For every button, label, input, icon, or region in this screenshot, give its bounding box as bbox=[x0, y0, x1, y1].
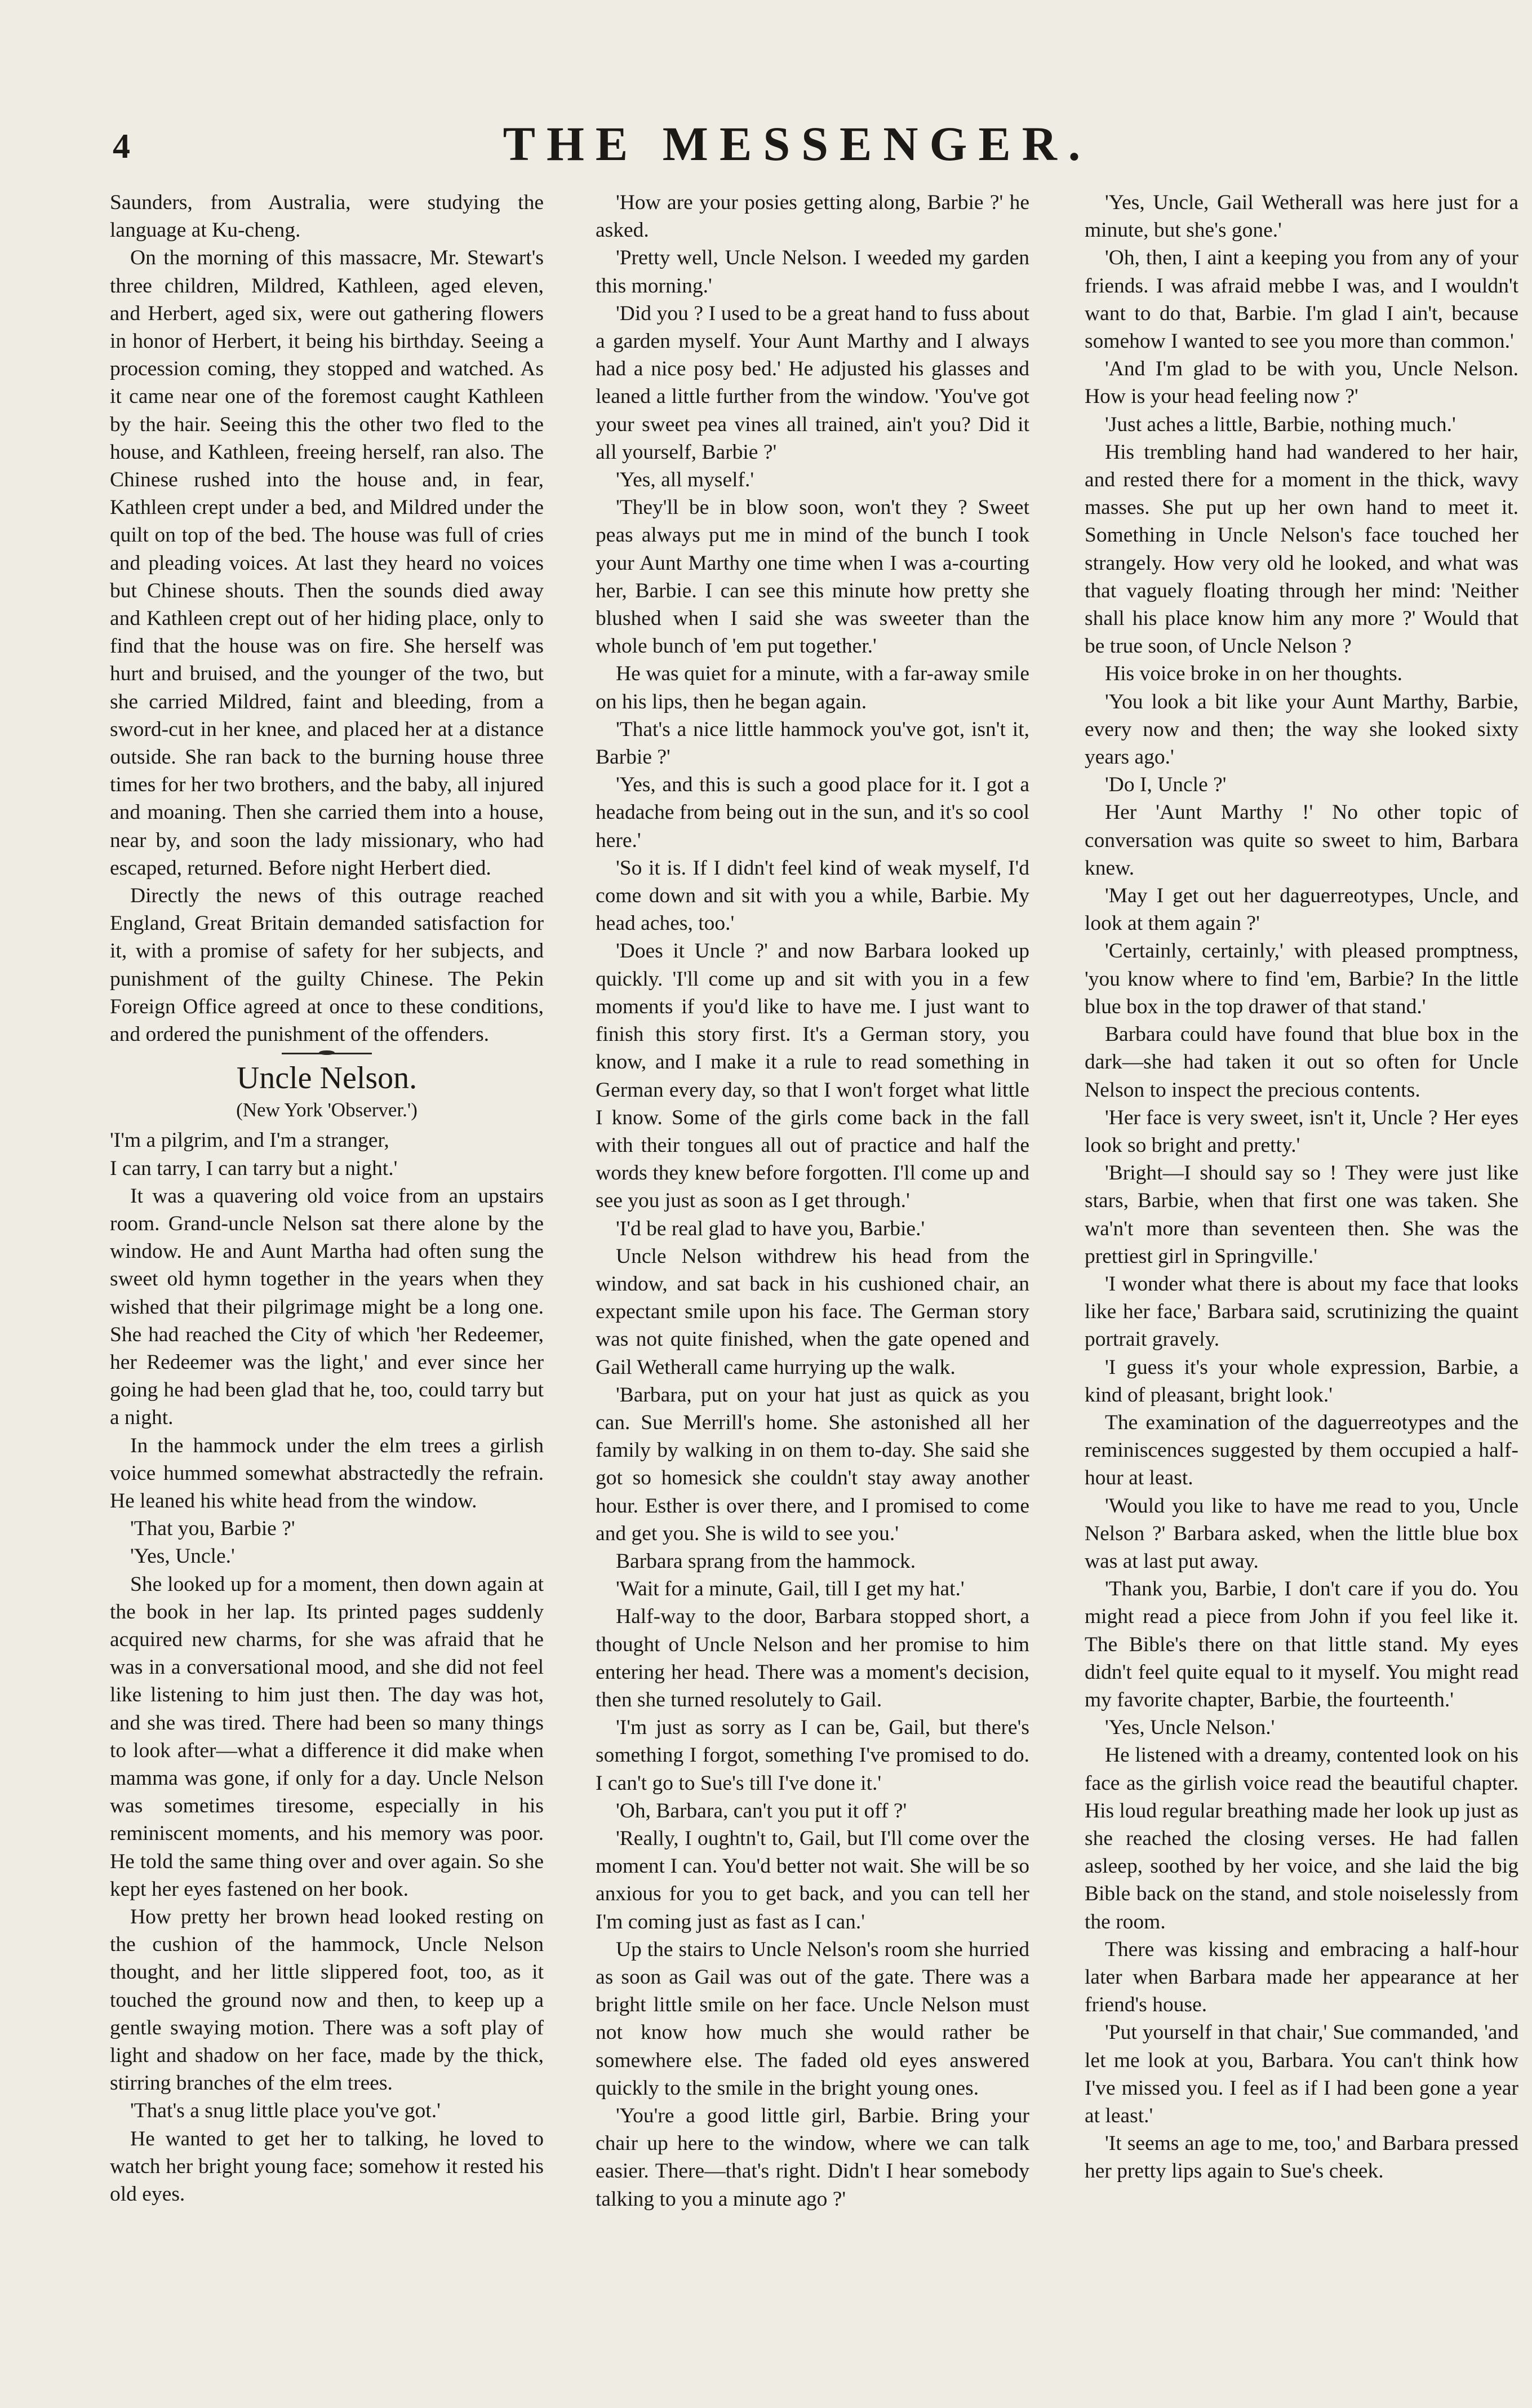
paragraph: He listened with a dreamy, contented look on his face as the girlish voice read the beautiful chapter. His loud regular breathing made her look up just as she reached the closing verses. He had fallen asleep, soothed by her voice, and she laid the big Bible back on the stand, and stole noiselessly from the room. bbox=[1085, 1744, 1518, 1934]
paragraph: The examination of the daguerreotypes and the reminiscences suggested by them occupied a half-hour at least. bbox=[1085, 1411, 1518, 1490]
paragraph: 'I'm just as sorry as I can be, Gail, but there's something I forgot, something I've promised to do. I can't go to Sue's till I've done it.' bbox=[596, 1716, 1029, 1795]
paragraph: 'Barbara, put on your hat just as quick as you can. Sue Merrill's home. She astonished all her family by walking in on them to-day. She said she got so homesick she couldn't stay away another hour. Esther is over there, and I promised to come and get you. She is wild to see you.' bbox=[596, 1383, 1029, 1545]
newspaper-title: THE MESSENGER. bbox=[503, 117, 1092, 171]
paragraph: 'Oh, Barbara, can't you put it off ?' bbox=[616, 1799, 907, 1822]
article-source: (New York 'Observer.') bbox=[236, 1099, 418, 1121]
paragraph: 'And I'm glad to be with you, Uncle Nelson. How is your head feeling now ?' bbox=[1085, 357, 1518, 409]
paragraph: 'Do I, Uncle ?' bbox=[1105, 773, 1227, 797]
paragraph: Half-way to the door, Barbara stopped short, a thought of Uncle Nelson and her promise to him entering her head. There was a moment's decision, then she turned resolutely to Gail. bbox=[596, 1605, 1029, 1711]
paragraph: 'Yes, Uncle.' bbox=[130, 1545, 235, 1568]
column-2 bbox=[596, 189, 1029, 2370]
paragraph: 'Did you ? I used to be a great hand to fuss about a garden myself. Your Aunt Marthy and I always had a nice posy bed.' He adjusted his glasses and leaned a little further from the window. 'You've got your sweet pea vines all trained, ain't you? Did it all yourself, Barbie ?' bbox=[596, 301, 1029, 464]
column-1 bbox=[110, 189, 544, 2370]
paragraph: 'Oh, then, I aint a keeping you from any of your friends. I was afraid mebbe I was, and I wouldn't want to do that, Barbie. I'm glad I ain't, because somehow I wanted to see you more than common.' bbox=[1085, 246, 1518, 353]
paragraph: 'Does it Uncle ?' and now Barbara looked up quickly. 'I'll come up and sit with you in a few moments if you'd like to have me. I just want to finish this story first. It's a German story, you know, and I make it a rule to read something in German every day, so that I won't forget what little I know. Some of the girls come back in the fall with their tongues all out of practice and half the words they knew before forgotten. I'll come up and see you just as soon as I get through.' bbox=[596, 939, 1029, 1213]
paragraph: 'Her face is very sweet, isn't it, Uncle ? Her eyes look so bright and pretty.' bbox=[1085, 1106, 1518, 1157]
paragraph: 'So it is. If I didn't feel kind of weak myself, I'd come down and sit with you a while, Barbie. My head aches, too.' bbox=[596, 856, 1029, 935]
paragraph: 'I wonder what there is about my face that looks like her face,' Barbara said, scrutinizing the quaint portrait gravely. bbox=[1085, 1272, 1518, 1351]
paragraph: He wanted to get her to talking, he loved to watch her bright young face; somehow it rested his old eyes. bbox=[110, 2127, 544, 2206]
paragraph: 'They'll be in blow soon, won't they ? Sweet peas always put me in mind of the bunch I took your Aunt Marthy one time when I was a-courting her, Barbie. I can see this minute how pretty she blushed when I said she was sweeter than the whole bunch of 'em put together.' bbox=[596, 496, 1029, 658]
paragraph: 'Really, I oughtn't to, Gail, but I'll come over the moment I can. You'd better not wait. She will be so anxious for you to get back, and you can tell her I'm coming just as fast as I can.' bbox=[596, 1826, 1029, 1934]
paragraph: 'Yes, Uncle, Gail Wetherall was here just for a minute, but she's gone.' bbox=[1085, 191, 1518, 242]
paragraph: 'Would you like to have me read to you, Uncle Nelson ?' Barbara asked, when the little blue box was at last put away. bbox=[1085, 1494, 1518, 1573]
paragraph: In the hammock under the elm trees a girlish voice hummed somewhat abstractedly the refrain. He leaned his white head from the window. bbox=[110, 1434, 544, 1513]
paragraph: 'You look a bit like your Aunt Marthy, Barbie, every now and then; the way she looked sixty years ago.' bbox=[1085, 690, 1518, 769]
paragraph: 'I guess it's your whole expression, Barbie, a kind of pleasant, bright look.' bbox=[1085, 1355, 1518, 1407]
paragraph: 'Put yourself in that chair,' Sue commanded, 'and let me look at you, Barbara. You can't think how I've missed you. I feel as if I had been gone a year at least.' bbox=[1085, 2021, 1518, 2128]
article-title: Uncle Nelson. bbox=[236, 1061, 418, 1096]
paragraph: 'Bright—I should say so ! They were just like stars, Barbie, when that first one was taken. She wa'n't more than seventeen then. She was the prettiest girl in Springville.' bbox=[1085, 1161, 1518, 1268]
paragraph: 'Pretty well, Uncle Nelson. I weeded my garden this morning.' bbox=[596, 246, 1029, 298]
paragraph: He was quiet for a minute, with a far-away smile on his lips, then he began again. bbox=[596, 662, 1029, 713]
paragraph: 'Certainly, certainly,' with pleased promptness, 'you know where to find 'em, Barbie? In the little blue box in the top drawer of that stand.' bbox=[1085, 939, 1518, 1018]
paragraph: Saunders, from Australia, were studying the language at Ku-cheng. bbox=[110, 191, 544, 242]
paragraph: 'Just aches a little, Barbie, nothing much.' bbox=[1105, 413, 1456, 436]
paragraph: His voice broke in on her thoughts. bbox=[1105, 662, 1403, 686]
paragraph: Barbara could have found that blue box in the dark—she had taken it out so often for Uncle Nelson to inspect the precious contents. bbox=[1085, 1023, 1518, 1102]
paragraph: His trembling hand had wandered to her hair, and rested there for a moment in the thick, wavy masses. She put up her own hand to meet it. Something in Uncle Nelson's face touched her strangely. How very old he looked, and what was that vaguely floating through her mind: 'Neither shall his place know him any more ?' Would that be true soon, of Uncle Nelson ? bbox=[1085, 440, 1518, 658]
paragraph: 'That's a snug little place you've got.' bbox=[130, 2099, 441, 2123]
paragraph: Uncle Nelson withdrew his head from the window, and sat back in his cushioned chair, an expectant smile upon his face. The German story was not quite finished, when the gate opened and Gail Wetherall came hurrying up the walk. bbox=[596, 1244, 1029, 1379]
paragraph: 'That you, Barbie ?' bbox=[130, 1517, 295, 1541]
paragraph: 'Yes, Uncle Nelson.' bbox=[1105, 1716, 1275, 1740]
paragraph: 'You're a good little girl, Barbie. Bring your chair up here to the window, where we can talk easier. There—that's right. Didn't I hear somebody talking to you a minute ago ?' bbox=[596, 2104, 1029, 2211]
hymn-verse-line: 'I'm a pilgrim, and I'm a stranger, bbox=[110, 1129, 389, 1152]
paragraph: Barbara sprang from the hammock. bbox=[616, 1549, 916, 1573]
paragraph: 'That's a nice little hammock you've got, isn't it, Barbie ?' bbox=[596, 717, 1029, 769]
paragraph: 'Thank you, Barbie, I don't care if you do. You might read a piece from John if you feel like it. The Bible's there on that little stand. My eyes didn't feel quite equal to it myself. You might read my favorite chapter, Barbie, the fourteenth.' bbox=[1085, 1577, 1518, 1711]
paragraph: 'It seems an age to me, too,' and Barbara pressed her pretty lips again to Sue's cheek. bbox=[1085, 2132, 1518, 2183]
paragraph: Directly the news of this outrage reached England, Great Britain demanded satisfaction for it, with a promise of safety for her subjects, and punishment of the guilty Chinese. The Pekin Foreign Office agreed at once to these conditions, and ordered the punishment of the offenders. bbox=[110, 884, 544, 1046]
paragraph: 'Yes, all myself.' bbox=[616, 468, 754, 492]
paragraph: 'May I get out her daguerreotypes, Uncle, and look at them again ?' bbox=[1085, 884, 1518, 935]
paragraph: 'I'd be real glad to have you, Barbie.' bbox=[616, 1217, 925, 1240]
paragraph: 'Wait for a minute, Gail, till I get my hat.' bbox=[616, 1577, 965, 1601]
paragraph: 'Yes, and this is such a good place for it. I got a headache from being out in the sun, and it's so cool here.' bbox=[596, 773, 1029, 852]
paragraph: On the morning of this massacre, Mr. Stewart's three children, Mildred, Kathleen, aged eleven, and Herbert, aged six, were out gathering flowers in honor of Herbert, it being his birthday. Seeing a procession coming, they stopped and watched. As it came near one of the foremost caught Kathleen by the hair. Seeing this the other two fled to the house, and Kathleen, freeing herself, ran also. The Chinese rushed into the house and, in fear, Kathleen crept under a bed, and Mildred under the quilt on top of the bed. The house was full of cries and pleading voices. At last they heard no voices but Chinese shouts. Then the sounds died away and Kathleen crept out of her hiding place, only to find that the house was on fire. She herself was hurt and bruised, and the younger of the two, but she carried Mildred, faint and bleeding, from a sword-cut in her knee, and placed her at a distance outside. She ran back to the burning house three times for her two brothers, and the baby, all injured and moaning. Then she carried them into a house, near by, and soon the lady missionary, who had escaped, returned. Before night Herbert died. bbox=[110, 246, 544, 880]
page-number: 4 bbox=[113, 127, 130, 166]
text-columns bbox=[110, 189, 1518, 2370]
paragraph: It was a quavering old voice from an upstairs room. Grand-uncle Nelson sat there alone by the window. He and Aunt Martha had often sung the sweet old hymn together in the years when they wished that their pilgrimage might be a long one. She had reached the City of which 'her Redeemer, her Redeemer was the light,' and ever since her going he had been glad that he, too, could tarry but a night. bbox=[110, 1184, 544, 1430]
paragraph: 'How are your posies getting along, Barbie ?' he asked. bbox=[596, 191, 1029, 242]
paragraph: Up the stairs to Uncle Nelson's room she hurried as soon as Gail was out of the gate. There was a bright little smile on her face. Uncle Nelson must not know how much she would rather be somewhere else. The faded old eyes answered quickly to the smile in the bright young ones. bbox=[596, 1937, 1029, 2100]
paragraph: How pretty her brown head looked resting on the cushion of the hammock, Uncle Nelson thought, and her little slippered foot, too, as it touched the ground now and then, to keep up a gentle swaying motion. There was a soft play of light and shadow on her face, made by the thick, stirring branches of the elm trees. bbox=[110, 1905, 544, 2095]
section-divider bbox=[282, 1053, 372, 1054]
paragraph: There was kissing and embracing a half-hour later when Barbara made her appearance at her friend's house. bbox=[1085, 1937, 1518, 2017]
paragraph: Her 'Aunt Marthy !' No other topic of conversation was quite so sweet to him, Barbara knew. bbox=[1085, 801, 1518, 880]
hymn-verse-line: I can tarry, I can tarry but a night.' bbox=[110, 1156, 398, 1180]
masthead bbox=[113, 116, 1482, 178]
paragraph: She looked up for a moment, then down again at the book in her lap. Its printed pages suddenly acquired new charms, for she was afraid that he was in a conversational mood, and she did not feel like listening to him just then. The day was hot, and she was tired. There had been so many things to look after—what a difference it did make when mamma was gone, if only for a day. Uncle Nelson was sometimes tiresome, especially in his reminiscent moments, and his memory was poor. He told the same thing over and over again. So she kept her eyes fastened on her book. bbox=[110, 1572, 544, 1901]
column-3 bbox=[1085, 189, 1518, 2370]
